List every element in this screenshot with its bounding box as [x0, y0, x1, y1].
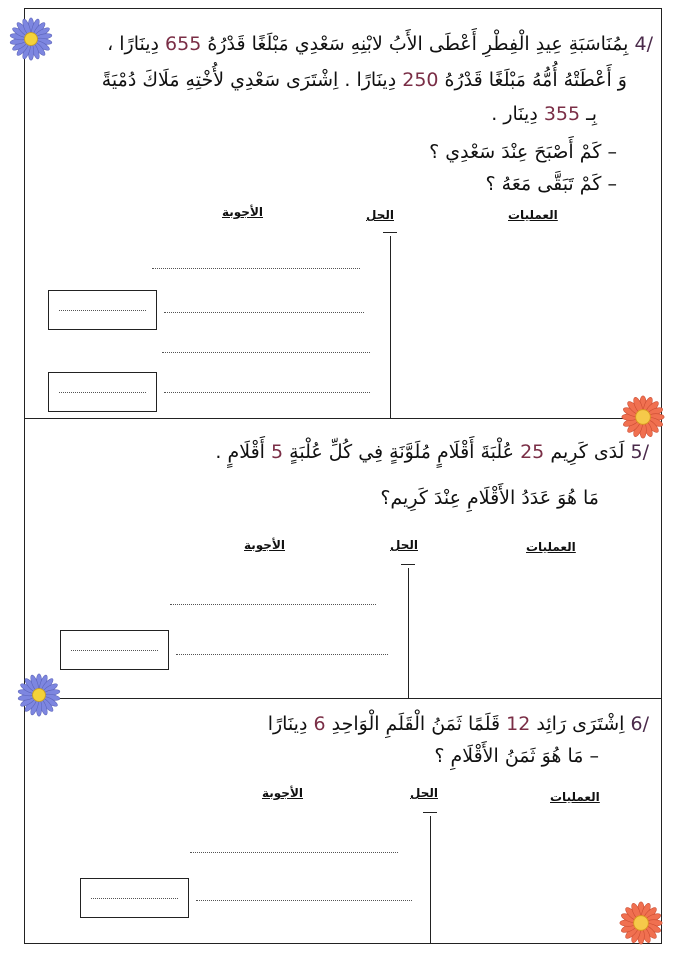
exercise-5-text-1a: لَدَى كَرِيم	[550, 441, 625, 463]
section-divider-2	[24, 698, 662, 699]
orange-flower-icon	[620, 394, 666, 440]
exercise-4-answer-line-1[interactable]	[152, 268, 360, 269]
exercise-5-header-answers: الأجوبة	[244, 538, 286, 552]
exercise-4-text-3a: بِـ	[586, 103, 597, 125]
exercise-5-number: /5	[630, 441, 649, 463]
blue-flower-icon	[8, 16, 54, 62]
exercise-6-column-divider	[430, 816, 431, 944]
exercise-4-answer-line-2[interactable]	[164, 312, 364, 313]
exercise-5-answer-line-1[interactable]	[170, 604, 376, 605]
exercise-4-line-1	[107, 32, 653, 56]
exercise-6-line-1	[268, 712, 649, 736]
exercise-6-answer-line-2[interactable]	[196, 900, 412, 901]
exercise-6-value-12: 12	[506, 713, 531, 735]
exercise-4-line-2	[102, 68, 627, 92]
exercise-5-question-1	[380, 486, 599, 510]
exercise-4-question-2: – كَمْ تَبَقَّى مَعَهُ ؟	[485, 173, 617, 195]
exercise-6-text-1a: اِشْتَرَى رَائِد	[536, 713, 625, 735]
exercise-4-header-answers: الأجوبة	[222, 205, 264, 219]
exercise-4-value-355: 355	[543, 103, 581, 125]
exercise-5-question-1-text: مَا هُوَ عَدَدُ الأَقْلَامِ عِنْدَ كَرِيم؟	[380, 487, 599, 509]
exercise-6-value-6: 6	[313, 713, 326, 735]
exercise-6-header-operations: العمليات	[550, 790, 600, 804]
blue-flower-icon	[16, 672, 62, 718]
exercise-5-header-operations: العمليات	[526, 540, 576, 554]
section-divider-1	[24, 418, 662, 419]
exercise-6-text-1b: قَلَمًا ثَمَنُ الْقَلَمِ الْوَاحِدِ	[331, 713, 501, 735]
exercise-4-number: /4	[634, 33, 653, 55]
exercise-4-line-3	[491, 102, 597, 126]
orange-flower-icon	[618, 900, 664, 946]
exercise-4-value-250: 250	[402, 69, 439, 91]
exercise-5-text-2b: أَقْلَامٍ .	[215, 441, 265, 463]
exercise-5-column-divider	[408, 568, 409, 698]
exercise-5-line-1	[215, 440, 649, 464]
exercise-6-number: /6	[630, 713, 649, 735]
exercise-4-question-1: – كَمْ أَصْبَحَ عِنْدَ سَعْدِي ؟	[429, 141, 617, 163]
exercise-5-text-1b: عُلْبَةَ أَقْلَامٍ مُلَوَّنَةٍ فِي كُلِّ عُلْبَةٍ	[289, 441, 515, 463]
exercise-4-answer-box-2[interactable]	[48, 372, 157, 412]
exercise-6-question-1: – مَا هُوَ ثَمَنُ الأَقْلَامِ ؟	[434, 745, 599, 767]
exercise-4-text-2b: دِينَارًا . اِشْتَرَى سَعْدِي لأُخْتِهِ مَلَاكَ دُمْيَةً	[101, 69, 397, 91]
exercise-5-header-solution: الحل	[390, 538, 418, 552]
exercise-6-question-1-text: مَا هُوَ ثَمَنُ الأَقْلَامِ ؟	[434, 745, 584, 767]
exercise-4-text-3b: دِينَار .	[491, 103, 538, 125]
exercise-4-question-2-text: كَمْ تَبَقَّى مَعَهُ ؟	[485, 173, 602, 195]
exercise-4-answer-line-4[interactable]	[164, 392, 370, 393]
exercise-6-header-solution: الحل	[410, 786, 438, 800]
exercise-4-header-solution: الحل	[366, 208, 394, 222]
exercise-6-header-answers: الأجوبة	[262, 786, 304, 800]
exercise-4-answer-box-1[interactable]	[48, 290, 157, 330]
exercise-4-column-divider	[390, 236, 391, 418]
exercise-6-text-2b: دِينَارًا	[267, 713, 308, 735]
exercise-4-text-2a: وَ أَعْطَتْهُ أُمُّهُ مَبْلَغًا قَدْرُهُ	[444, 69, 627, 91]
exercise-4-value-655: 655	[165, 33, 202, 55]
exercise-6-answer-box-1[interactable]	[80, 878, 189, 918]
exercise-5-value-5: 5	[271, 441, 284, 463]
exercise-5-value-25: 25	[520, 441, 545, 463]
exercise-4-question-1-text: كَمْ أَصْبَحَ عِنْدَ سَعْدِي ؟	[429, 141, 602, 163]
exercise-5-answer-box-1[interactable]	[60, 630, 169, 670]
exercise-5-answer-line-2[interactable]	[176, 654, 388, 655]
exercise-6-answer-line-1[interactable]	[190, 852, 398, 853]
exercise-4-answer-line-3[interactable]	[162, 352, 370, 353]
exercise-4-text-1b: دِينَارًا ،	[107, 33, 159, 55]
exercise-4-text-1a: بِمُنَاسَبَةِ عِيدِ الْفِطْرِ أَعْطَى الأَبُ لابْنِهِ سَعْدِي مَبْلَغًا قَدْرُهُ	[207, 33, 629, 55]
exercise-4-header-operations: العمليات	[508, 208, 558, 222]
